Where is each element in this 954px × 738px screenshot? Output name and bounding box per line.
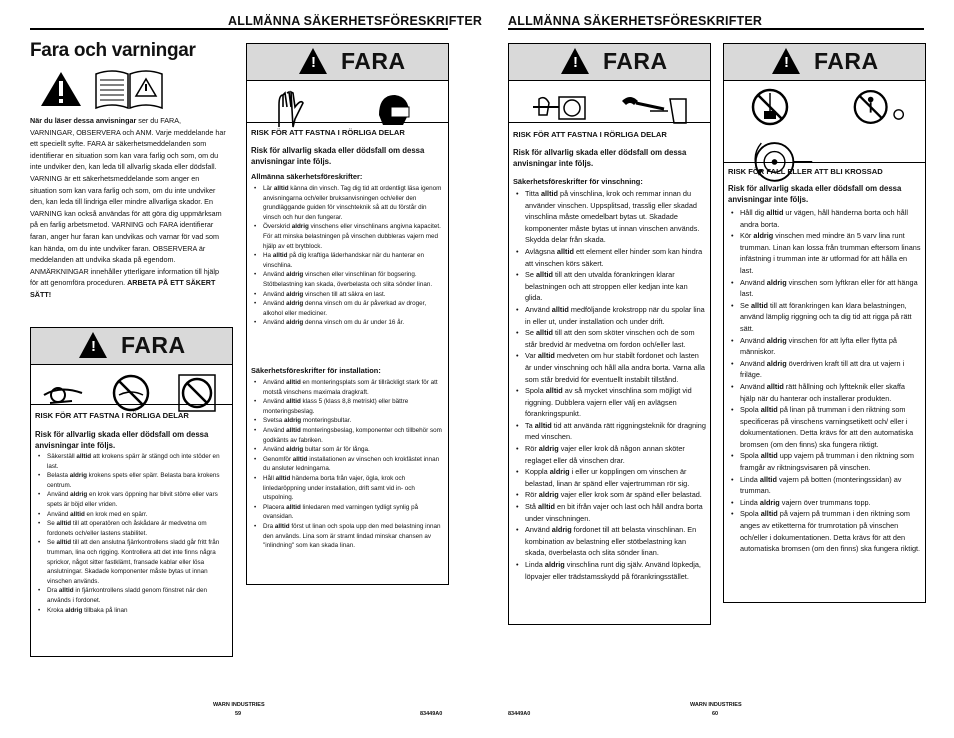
list-item: • Linda aldrig vajern över trummans topp. [740,497,921,509]
right-footer-brand: WARN INDUSTRIES [690,702,742,708]
list-item: • Se alltid till att operatören och åskådare är medvetna om fordonets och/eller lastens stabilitet. [47,519,226,538]
fara-label: FARA [341,48,406,74]
danger-box-1 [30,327,233,657]
risk-heading: RISK FÖR ATT FASTNA I RÖRLIGA DELAR [513,130,667,139]
fara-band [724,44,925,81]
list-item: • Rör aldrig vajer eller krok då någon annan sköter reglaget eller då vinschen drar. [525,443,706,466]
list-item: • Var alltid medveten om hur stabilt fordonet och lasten är under vinschning och håll alla andra borta. Varna alla som står bredvid för eventuellt instabilt tillstånd. [525,350,706,385]
right-footer-code: 83449A0 [508,711,531,717]
fara-label: FARA [121,332,186,358]
list-item: • Spola alltid av så mycket vinschlina som möjligt vid riggning. Dubblera vajern eller välj en avlägsen förankringspunkt. [525,385,706,420]
list-item: • Se alltid till att den utvalda förankringen klarar belastningen och att stroppen eller kedjan inte kan glida. [525,269,706,304]
no-hook-on-line-icon [177,373,217,413]
box3-list [513,188,706,582]
warning-text: Risk för allvarlig skada eller dödsfall om dessa anvisningar inte följs. [35,430,209,450]
box2-list-general [251,184,442,328]
right-footer-page: 60 [712,711,719,717]
section-title: Fara och varningar [30,40,196,61]
list-item: • Avlägsna alltid ett element eller hinder som kan hindra att vinschen körs säkert. [525,246,706,269]
list-item: • Dra alltid in fjärrkontrollens sladd genom fönstret när den används i fordonet. [47,586,226,605]
danger-triangle-icon: ! [79,332,107,358]
fara-label: FARA [603,48,668,74]
list-item: • Använd alltid rätt hållning och lyftteknik eller skaffa hjälp när du hanterar och installerar produkten. [740,381,921,404]
risk-heading: RISK FÖR FALL ELLER ATT BLI KROSSAD [728,167,883,176]
danger-box-4 [723,43,926,603]
list-item: • Håll dig alltid ur vägen, håll händerna borta och håll andra borta. [740,207,921,230]
list-item: • Svetsa aldrig monteringsbultar. [263,416,442,426]
list-item: • Se alltid till att den som sköter vinschen och de som står bredvid är medvetna om fordon och/eller last. [525,327,706,350]
list-item: • Lär alltid känna din vinsch. Tag dig tid att ordentligt läsa igenom anvisningarna och/eller bruksanvisningen och/eller den grundläggande guiden för vinschteknik så att du förstår din vinsch och hur den fungerar. [263,184,442,222]
list-item: • Använd aldrig en krok vars öppning har blivit större eller vars spets är böjd eller vriden. [47,490,226,509]
fara-label: FARA [814,48,879,74]
list-item: • Spola alltid upp vajern på trumman i den riktning som framgår av riktningsvisaren på vinschen. [740,450,921,473]
list-item: • Se alltid till att förankringen kan klara belastningen, använd lämplig riggning och ta dig tid att rigga på rätt sätt. [740,300,921,335]
list-item: • Ta alltid tid att använda rätt riggningsteknik för dragning med vinschen. [525,420,706,443]
manual-book-icon [94,68,164,110]
list-item: • Spola alltid på vajern på trumman i den riktning som anges av etiketterna för trumrotation på vinschen och/eller i dokumentationen. Detta krävs för att den automatiska bromsen (om den finns) ska fungera riktigt. [740,508,921,554]
list-item: • Stå alltid en bit ifrån vajer och last och håll andra borta under vinschningen. [525,501,706,524]
list-item: • Använd alltid en krok med en spärr. [47,510,226,520]
warning-text: Risk för allvarlig skada eller dödsfall om dessa anvisningar inte följs. [728,184,902,204]
risk-divider [724,162,925,163]
intro-segment: ser du FARA, VARNINGAR, OBSERVERA och ANM. Varje meddelande har ett speciellt syfte. FARA är säkerhetsmeddelanden som identifierar en situation som kan vara farlig och som, om du inte undviker den, kan leda till allvarlig skada eller dödsfall. VARNING är ett säkerhetsmeddelande som anger en situation som kan vara farlig och som, om du inte undviker den, kan leda till lindriga eller mindre allvarliga skador. En VARNING kan också användas för att göra dig uppmärksam på en farlig arbetsmetod. VARNING och FARA identifierar faran, anger hur faran kan undvikas och varnar för vad som kan hända, om du inte undviker faran. OBSERVERA är meddelanden att undvika skada på egendom. ANMÄRKNINGAR innehåller ytterligare information till hjälp för att genomföra proceduren. [30,116,226,288]
no-person-lift-icon [852,87,908,127]
subheading-winching: Säkerhetsföreskrifter för vinschning: [513,177,643,186]
list-item: • Överskrid aldrig vinschens eller vinschlinans angivna kapacitet. För att minska belastningen på vinschen dubbleras vajern med hjälp av ett brytblock. [263,222,442,251]
list-item: • Använd aldrig vinschen till att säkra en last. [263,290,442,300]
intro-icons [30,68,230,112]
list-item: • Använd aldrig fordonet till att belasta vinschlinan. En kombination av belastning eller stötbelastning kan skada, överbelasta och slita sönder linan. [525,524,706,559]
hook-hand-icon [37,373,87,413]
list-item: • Spola alltid på linan på trumman i den riktning som specificeras på vinschens varningsetikett och/ eller i dokumentationen. Detta krävs för att den automatiska bromsen (om den finns) ska fungera riktigt. [740,404,921,450]
risk-divider [31,404,232,405]
danger-box-3 [508,43,711,625]
risk-divider [509,122,710,123]
list-item: • Kör aldrig vinschen med mindre än 5 varv lina runt trumman. Linan kan lossa från trumman eftersom linans infästning i trumman inte är utformad för att hålla en last. [740,230,921,276]
warning-text: Risk för allvarlig skada eller dödsfall om dessa anvisningar inte följs. [513,148,687,168]
list-item: • Genomför alltid installationen av vinschen och krokfästet innan du ansluter ledningarna. [263,455,442,474]
risk-heading: RISK FÖR ATT FASTNA I RÖRLIGA DELAR [251,128,405,137]
list-item: • Linda alltid vajern på botten (monteringssidan) av trumman. [740,474,921,497]
list-item: • Säkerställ alltid att krokens spärr är stängd och inte stöder en last. [47,452,226,471]
wrench-line-icon [615,89,695,129]
right-header-rule [508,28,924,30]
left-header-rule [30,28,448,30]
list-item: • Linda aldrig vinschlina runt dig själv. Använd löpkedja, löpvajer eller trädstamsskydd på förankringsstället. [525,559,706,582]
list-item: • Använd aldrig överdriven kraft till att dra ut vajern i friläge. [740,358,921,381]
intro-segment: När du läser dessa anvisningar [30,116,137,125]
list-item: • Använd aldrig bultar som är för långa. [263,445,442,455]
gloves-icon [271,89,311,129]
fara-band [509,44,710,81]
left-footer-brand: WARN INDUSTRIES [213,702,265,708]
list-item: • Dra alltid först ut linan och spola upp den med belastning innan den används. Lina som är stramt lindad minskar chansen av "inlindning" som kan skada linan. [263,522,442,551]
danger-triangle-icon: ! [561,48,589,74]
left-footer-page: 59 [235,711,242,717]
box2-list-installation [251,378,442,551]
list-item: • Se alltid till att den anslutna fjärrkontrollens sladd går fritt från trumman, lina och rigging. Kontrollera att det inte finns några sprickor, något sitter fastklämt, fransade kablar eller lösa anslutningar. Skadade komponenter måste bytas ut innan vinschen används. [47,538,226,586]
risk-divider [247,122,448,123]
winch-hand-icon [529,89,589,129]
list-item: • Håll alltid händerna borta från vajer, ögla, krok och linledaröppning under installation, drift samt vid in- och utspolning. [263,474,442,503]
list-item: • Använd alltid en monteringsplats som är tillräckligt stark för att motstå vinschens maximala dragkraft. [263,378,442,397]
list-item: • Använd aldrig vinschen som lyftkran eller för att hänga last. [740,277,921,300]
no-hand-on-line-icon [111,373,151,413]
illustrations [509,81,710,137]
helmet-icon [373,89,413,129]
danger-triangle-icon [40,70,82,108]
list-item: • Ha alltid på dig kraftiga läderhandskar när du hanterar en vinschlina. [263,251,442,270]
list-item: • Använd aldrig vinschen för att lyfta eller flytta på människor. [740,335,921,358]
list-item: • Använd aldrig denna vinsch om du är under 16 år. [263,318,442,328]
fara-band [247,44,448,81]
fara-band [31,328,232,365]
drum-rotation-icon [750,137,816,185]
intro-segment: ARBETA PÅ ETT SÄKERT SÄTT! [30,278,216,299]
list-item: • Använd aldrig denna vinsch om du är påverkad av droger, alkohol eller mediciner. [263,299,442,318]
warning-text: Risk för allvarlig skada eller dödsfall om dessa anvisningar inte följs. [251,146,425,166]
box4-list [728,207,921,555]
list-item: • Titta alltid på vinschlina, krok och remmar innan du använder vinschen. Uppsplitsad, trasslig eller skadad vinschlina måste omedelbart bytas ut. Skadade komponenter måste bytas ut innan vinschen används. Skydda delar från skada. [525,188,706,246]
list-item: • Använd alltid medföljande krokstropp när du spolar lina in eller ut, under installation och under drift. [525,304,706,327]
list-item: • Använd aldrig vinschen eller vinschlinan för bogsering. Stötbelastning kan skada, överbelasta och slita sönder linan. [263,270,442,289]
list-item: • Använd alltid monteringsbeslag, komponenter och tillbehör som godkänts av fabriken. [263,426,442,445]
left-footer-code: 83449A0 [420,711,443,717]
list-item: • Rör aldrig vajer eller krok som är spänd eller belastad. [525,489,706,501]
subheading-general: Allmänna säkerhetsföreskrifter: [251,172,363,181]
danger-triangle-icon: ! [299,48,327,74]
list-item: • Koppla aldrig i eller ur kopplingen om vinschen är belastad, linan är spänd eller vajertrumman rör sig. [525,466,706,489]
danger-box-2 [246,43,449,585]
intro-paragraph [30,115,226,301]
subheading-installation: Säkerhetsföreskrifter för installation: [251,366,381,375]
box1-list [35,452,226,615]
danger-triangle-icon: ! [772,48,800,74]
risk-heading: RISK FÖR ATT FASTNA I RÖRLIGA DELAR [35,411,189,420]
list-item: • Använd alltid klass 5 (klass 8,8 metriskt) eller bättre monteringsbeslag. [263,397,442,416]
list-item: • Belasta aldrig krokens spets eller spärr. Belasta bara krokens centrum. [47,471,226,490]
left-header: ALLMÄNNA SÄKERHETSFÖRESKRIFTER [228,14,483,28]
list-item: • Kroka aldrig tillbaka på linan [47,606,226,616]
right-header: ALLMÄNNA SÄKERHETSFÖRESKRIFTER [508,14,763,28]
list-item: • Placera alltid linledaren med varningen tydligt synlig på ovansidan. [263,503,442,522]
no-lift-icon [750,87,790,127]
